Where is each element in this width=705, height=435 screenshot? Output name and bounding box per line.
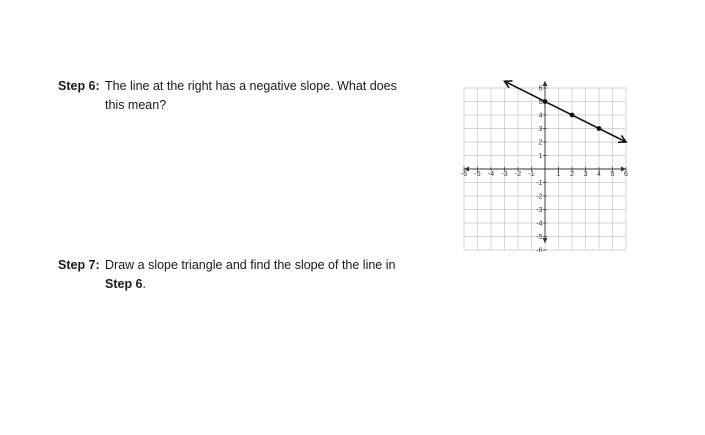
x-tick-label: 3 [583,171,588,178]
line-point [570,113,575,118]
step-6-text-line1: The line at the right has a negative slope. What does [105,79,397,93]
y-tick-label: 1 [538,153,543,160]
graphed-line [505,81,627,142]
step-6-question [105,77,415,115]
step-7-period: . [142,277,146,291]
step-7 [58,256,418,296]
x-tick-label: 5 [610,171,615,178]
step-7-step-reference: Step 6 [105,277,143,291]
coordinate-plane-svg [452,72,642,252]
x-tick-label: 4 [597,171,601,178]
x-tick-label: 6 [624,171,628,178]
x-tick-label: 2 [570,171,574,178]
x-tick-label: -3 [501,171,508,178]
y-tick-label: -2 [536,193,543,201]
y-tick-label: 3 [538,126,543,133]
y-tick-label: -4 [536,220,543,228]
step-6-label: Step 6: [58,79,100,93]
step-7-text-line1: Draw a slope triangle and find the slope of the line in [105,258,396,272]
y-tick-label: -3 [536,207,543,214]
line-point [543,99,548,104]
step-6 [58,77,418,117]
y-axis-arrow-up [543,81,548,86]
step-7-label: Step 7: [58,258,100,272]
y-tick-label: 5 [538,99,543,106]
x-tick-label: -5 [474,171,481,178]
x-tick-label: 1 [556,171,561,178]
step-7-instruction [105,256,415,294]
x-tick-label: -6 [460,171,468,178]
y-tick-label: -5 [536,234,543,241]
x-tick-label: -1 [528,171,535,178]
x-tick-label: -2 [514,171,522,178]
y-tick-label: -1 [536,180,543,187]
y-axis-arrow-down [543,238,548,243]
y-tick-label: 4 [538,112,543,120]
coordinate-graph [452,72,642,252]
y-tick-label: -6 [536,247,543,252]
line-point [597,126,602,131]
y-tick-label: 2 [538,139,543,147]
step-6-text-line2: this mean? [105,98,167,112]
x-tick-label: -4 [487,171,495,178]
y-tick-label: 6 [538,85,543,93]
